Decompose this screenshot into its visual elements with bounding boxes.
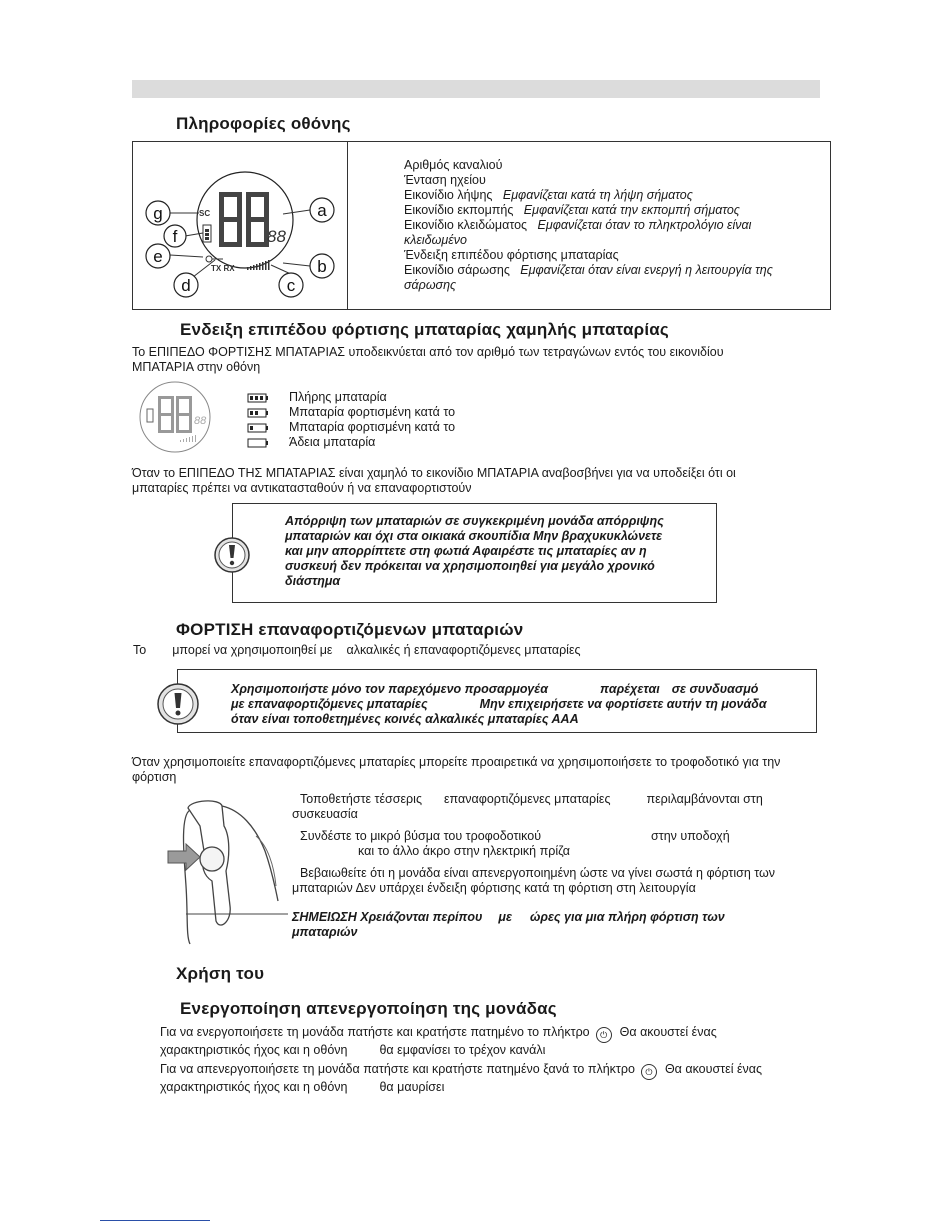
display-info-title: Πληροφορίες οθόνης	[176, 114, 351, 133]
battery-level-icons	[247, 393, 269, 455]
charging-title: ΦΟΡΤΙΣΗ επαναφορτιζόμενων μπαταριών	[176, 620, 524, 639]
power-onoff-title: Ενεργοποίηση απενεργοποίηση της μονάδας	[180, 999, 557, 1018]
battery-level-2: Μπαταρία φορτισμένη κατά το	[289, 405, 456, 419]
lcd-thumbnail	[138, 380, 214, 456]
charging-steps: Τοποθετήστε τέσσερις επαναφορτιζόμενες μπαταρίες περιλαμβάνονται στη συσκευασία Συνδέστε το μικρό βύσμα του τροφοδοτικού στην υποδοχή και το άλλο άκρο στην ηλεκτρική πρίζα Βεβαιωθείτε ότι η μονάδα είναι απενεργοποιημένη ώστε να γίνει σωστά η φόρτιση των μπαταριών Δεν υπάρχει ένδειξη φόρτισης κατά τη φόρτιση στη λειτουργία ΣΗΜΕΙΩΣΗ Χρειάζονται περίπου με ώρες για μια πλήρη φόρτιση των μπαταριών	[292, 792, 822, 940]
legend-item: Εικονίδιο λήψης Εμφανίζεται κατά τη λήψη σήματος	[404, 188, 693, 202]
step-2: Συνδέστε το μικρό βύσμα του τροφοδοτικού στην υποδοχή	[300, 829, 730, 843]
power-icon: ⏻	[596, 1027, 612, 1043]
legend-item: Εικονίδιο εκπομπής Εμφανίζεται κατά την εκπομπή σήματος	[404, 203, 740, 217]
battery-level-empty: Άδεια μπαταρία	[289, 435, 376, 449]
battery-level-full: Πλήρης μπαταρία	[289, 390, 387, 404]
table-divider	[347, 142, 348, 309]
lcd-txrx-label: TX RX	[211, 264, 235, 273]
warning-box-adapter: Χρησιμοποιήστε μόνο τον παρεχόμενο προσαρμογέα παρέχεται σε συνδυασμό με επαναφορτιζόμενες μπαταρίες Μην επιχειρήσετε να φορτίσετε αυτήν τη μονάδα όταν είναι τοποθετημένες κοινές αλκαλικές μπαταρίες ΑΑΑ	[177, 669, 817, 733]
thumb-small-digits: 88	[194, 415, 207, 427]
legend-item: Εικονίδιο σάρωσης Εμφανίζεται όταν είναι ενεργή η λειτουργία της	[404, 263, 773, 277]
warning-icon	[156, 682, 200, 726]
display-info-table	[132, 141, 831, 310]
callout-f: f	[172, 227, 178, 246]
legend-item: Ένδειξη επιπέδου φόρτισης μπαταρίας	[404, 248, 619, 262]
display-legend	[404, 158, 824, 293]
battery-level-title: Ενδειξη επιπέδου φόρτισης μπαταρίας χαμηλής μπαταρίας	[180, 320, 669, 339]
step-3: Βεβαιωθείτε ότι η μονάδα είναι απενεργοποιημένη ώστε να γίνει σωστά η φόρτιση των	[300, 866, 776, 880]
lcd-sc-label: SC	[199, 209, 211, 218]
callout-a: a	[317, 201, 327, 220]
charging-note: ΣΗΜΕΙΩΣΗ Χρειάζονται περίπου με ώρες για μια πλήρη φόρτιση των	[292, 910, 725, 924]
callout-e: e	[153, 247, 163, 266]
use-title: Χρήση του	[176, 964, 265, 983]
battery-level-intro: Το ΕΠΙΠΕΔΟ ΦΟΡΤΙΣΗΣ ΜΠΑΤΑΡΙΑΣ υποδεικνύεται από τον αριθμό των τετραγώνων εντός του εικονιδίου ΜΠΑΤΑΡΙΑ στην οθόνη	[132, 345, 724, 374]
power-on-text: Για να ενεργοποιήσετε τη μονάδα πατήστε και κρατήστε πατημένο το πλήκτρο ⏻ Θα ακουστεί ένας χαρακτηριστικός ήχος και η οθόνη θα εμφανίσει το τρέχον κανάλι	[160, 1025, 717, 1057]
callout-g: g	[153, 204, 163, 223]
legend-item: Αριθμός καναλιού	[404, 158, 503, 172]
warning-icon	[213, 536, 251, 574]
legend-item-cont: σάρωσης	[404, 278, 457, 292]
legend-item: Εικονίδιο κλειδώματος Εμφανίζεται όταν το πληκτρολόγιο είναι	[404, 218, 752, 232]
lcd-diagram	[133, 142, 347, 309]
legend-item: Ένταση ηχείου	[404, 173, 486, 187]
power-icon: ⏻	[641, 1064, 657, 1080]
callout-b: b	[317, 257, 327, 276]
legend-item-cont: κλειδωμένο	[404, 233, 467, 247]
charging-intro: Το μπορεί να χρησιμοποιηθεί με αλκαλικές ή επαναφορτιζόμενες μπαταρίες	[133, 643, 581, 657]
power-off-text: Για να απενεργοποιήσετε τη μονάδα πατήστε και κρατήστε πατημένο ξανά το πλήκτρο ⏻ Θα ακουστεί ένας χαρακτηριστικός ήχος και η οθόνη θα μαυρίσει	[160, 1062, 763, 1094]
callout-d: d	[181, 276, 191, 295]
battery-low-text: Όταν το ΕΠΙΠΕΔΟ ΤΗΣ ΜΠΑΤΑΡΙΑΣ είναι χαμηλό το εικονίδιο ΜΠΑΤΑΡΙΑ αναβοσβήνει για να υποδείξει ότι οι μπαταρίες πρέπει να αντικατασταθούν ή να επαναφορτιστούν	[132, 466, 736, 495]
footer-rule	[100, 1220, 210, 1221]
lcd-small-digits: 88	[267, 227, 286, 246]
charging-using-text: Όταν χρησιμοποιείτε επαναφορτιζόμενες μπαταρίες μπορείτε προαιρετικά να χρησιμοποιήσετε το τροφοδοτικό για την φόρτιση	[132, 755, 781, 784]
callout-c: c	[286, 276, 296, 295]
battery-level-1: Μπαταρία φορτισμένη κατά το	[289, 420, 456, 434]
header-bar	[132, 80, 820, 98]
device-charging-illustration	[160, 796, 290, 946]
warning-box-disposal: Απόρριψη των μπαταριών σε συγκεκριμένη μονάδα απόρριψης μπαταριών και όχι στα οικιακά σκουπίδια Μην βραχυκυκλώνετε και μην απορρίπτετε στη φωτιά Αφαιρέστε τις μπαταρίες αν η συσκευή δεν πρόκειται να χρησιμοποιηθεί για μεγάλο χρονικό διάστημα	[232, 503, 717, 603]
step-1: Τοποθετήστε τέσσερις επαναφορτιζόμενες μπαταρίες περιλαμβάνονται στη	[300, 792, 763, 806]
